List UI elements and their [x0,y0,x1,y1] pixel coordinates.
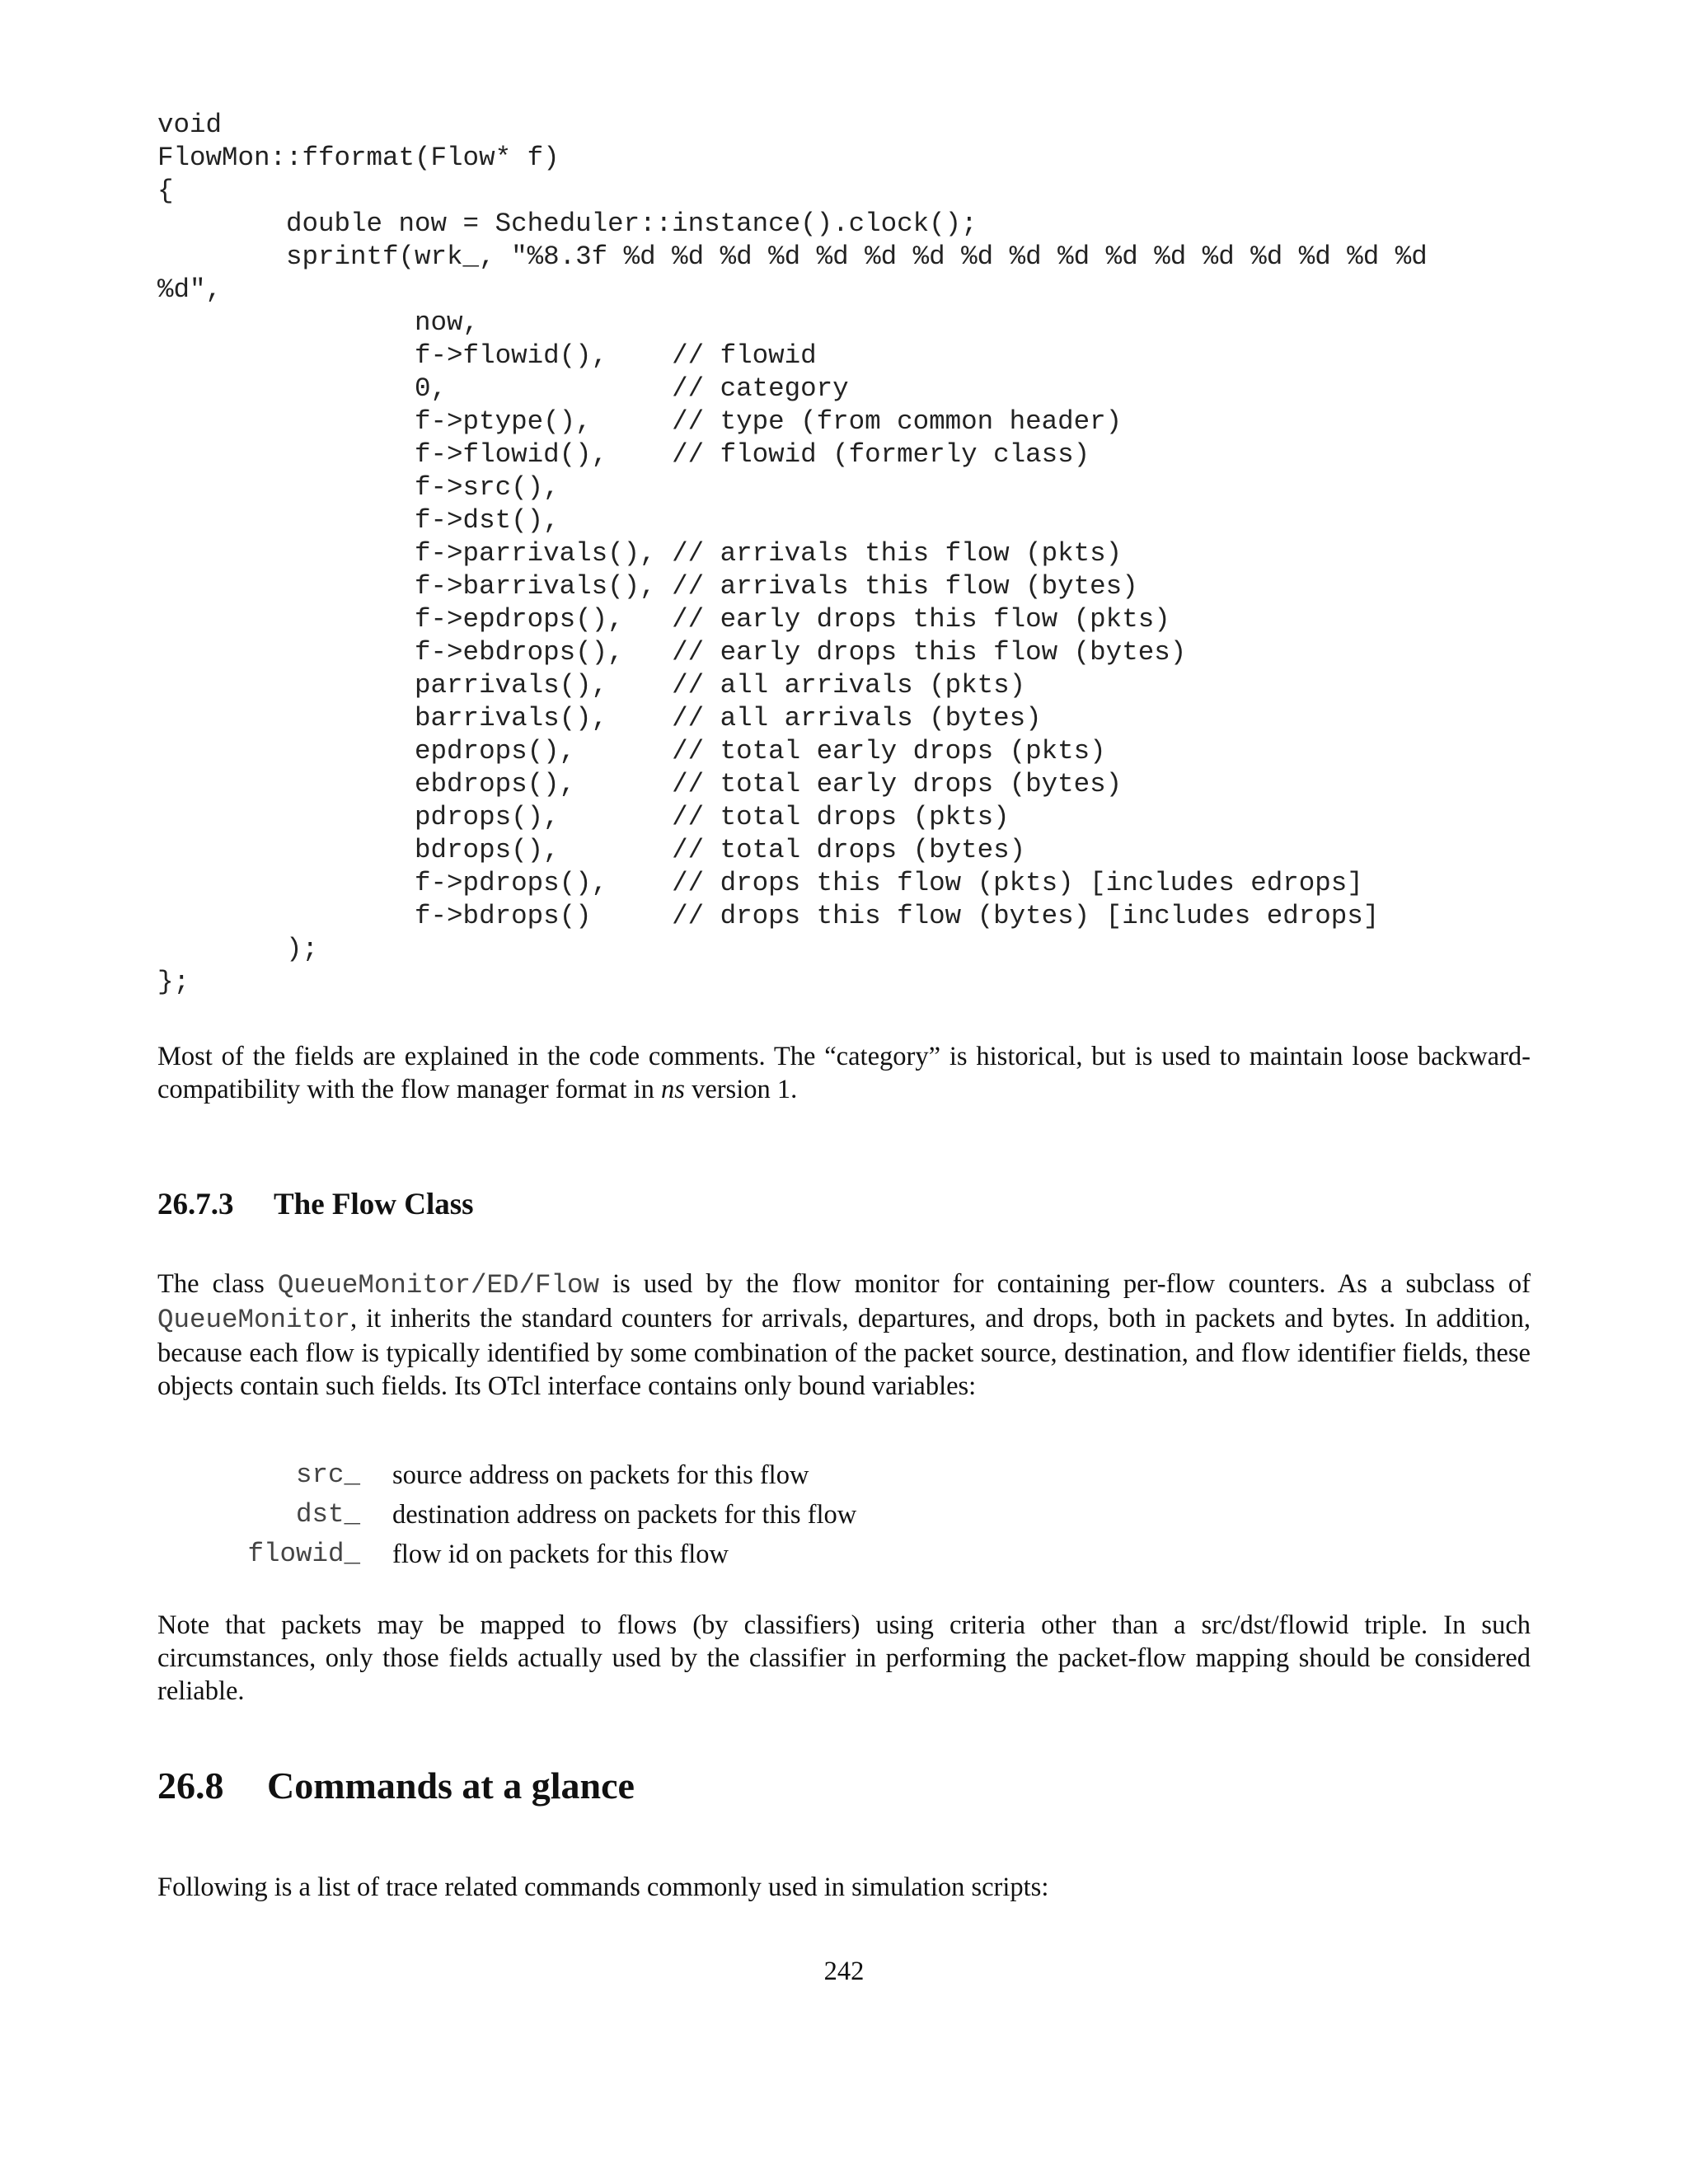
code-line: 0, // category [157,373,849,404]
variable-name: dst_ [295,1499,360,1530]
code-line: f->flowid(), // flowid [157,340,817,371]
code-block [157,109,1428,999]
code-line: }; [157,967,190,997]
code-line: ebdrops(), // total early drops (bytes) [157,769,1123,799]
paragraph-reliability-note [157,1609,1531,1708]
paragraph-text: The class [157,1269,278,1299]
code-line: now, [157,307,480,338]
code-line: f->pdrops(), // drops this flow (pkts) [includes edrops] [157,868,1363,898]
variable-name: flowid_ [247,1539,360,1569]
code-line: ); [157,934,319,964]
code-line: double now = Scheduler::instance().clock(); [157,209,978,239]
code-line: FlowMon::fformat(Flow* f) [157,143,560,173]
code-line: f->ptype(), // type (from common header) [157,406,1123,437]
code-line: f->parrivals(), // arrivals this flow (pkts) [157,538,1123,569]
code-line: f->ebdrops(), // early drops this flow (bytes) [157,637,1187,668]
code-line: bdrops(), // total drops (bytes) [157,835,1026,865]
variable-description: source address on packets for this flow [392,1460,809,1490]
code-line: f->bdrops() // drops this flow (bytes) [includes edrops] [157,901,1380,931]
page-number: 242 [823,1957,865,1986]
paragraph-text: is used by the flow monitor for containing per-flow counters. As a subclass of [598,1269,1531,1299]
code-line: void [157,110,223,140]
code-line: f->flowid(), // flowid (formerly class) [157,439,1090,470]
code-line: f->barrivals(), // arrivals this flow (bytes) [157,571,1138,602]
code-line: pdrops(), // total drops (pkts) [157,802,1010,832]
paragraph-text: version 1. [684,1075,798,1104]
paragraph-commands-intro [157,1871,1531,1904]
variable-list [157,1455,1311,1574]
code-line: sprintf(wrk_, "%8.3f %d %d %d %d %d %d %d %d %d %d %d %d %d %d %d %d %d [157,241,1428,272]
variable-row [157,1495,1311,1535]
section-title: Commands at a glance [267,1765,635,1807]
inline-code: QueueMonitor [157,1305,351,1335]
ns-italic: ns [661,1075,685,1104]
code-line: epdrops(), // total early drops (pkts) [157,736,1106,766]
subsection-heading [157,1187,474,1222]
section-heading [157,1764,635,1807]
paragraph-flow-class [157,1268,1531,1403]
inline-code: QueueMonitor/ED/Flow [277,1270,599,1301]
code-line: f->dst(), [157,505,560,536]
code-line: barrivals(), // all arrivals (bytes) [157,703,1042,733]
section-number: 26.8 [157,1765,224,1807]
paragraph-text: Note that packets may be mapped to flows (by classifiers) using criteria other than a src/dst/flowid triple. In such circumstances, only those fields actually used by the classifier in performing the packet-flow mapping should be considered reliable. [157,1610,1531,1706]
variable-description: destination address on packets for this flow [392,1500,857,1530]
variable-name: src_ [295,1460,360,1490]
paragraph-text: , it inherits the standard counters for arrivals, departures, and drops, both in packets and bytes. In addition, because each flow is typically identified by some combination of the packet source, destination, and flow identifier fields, these objects contain such fields. Its OTcl interface contains only bound variables: [157,1304,1531,1401]
paragraph-text: Most of the fields are explained in the code comments. The “category” is historical, but is used to maintain loose backward-compatibility with the flow manager format in [157,1042,1531,1104]
code-line: parrivals(), // all arrivals (pkts) [157,670,1026,701]
subsection-title: The Flow Class [274,1188,474,1221]
code-line: f->src(), [157,472,560,503]
subsection-number: 26.7.3 [157,1188,234,1221]
variable-row [157,1535,1311,1574]
code-line: %d", [157,274,223,305]
variable-row [157,1455,1311,1495]
code-line: f->epdrops(), // early drops this flow (pkts) [157,604,1170,635]
paragraph-category-note [157,1040,1531,1106]
paragraph-text: Following is a list of trace related commands commonly used in simulation scripts: [157,1872,1049,1902]
variable-description: flow id on packets for this flow [392,1540,729,1569]
code-line: { [157,176,174,206]
